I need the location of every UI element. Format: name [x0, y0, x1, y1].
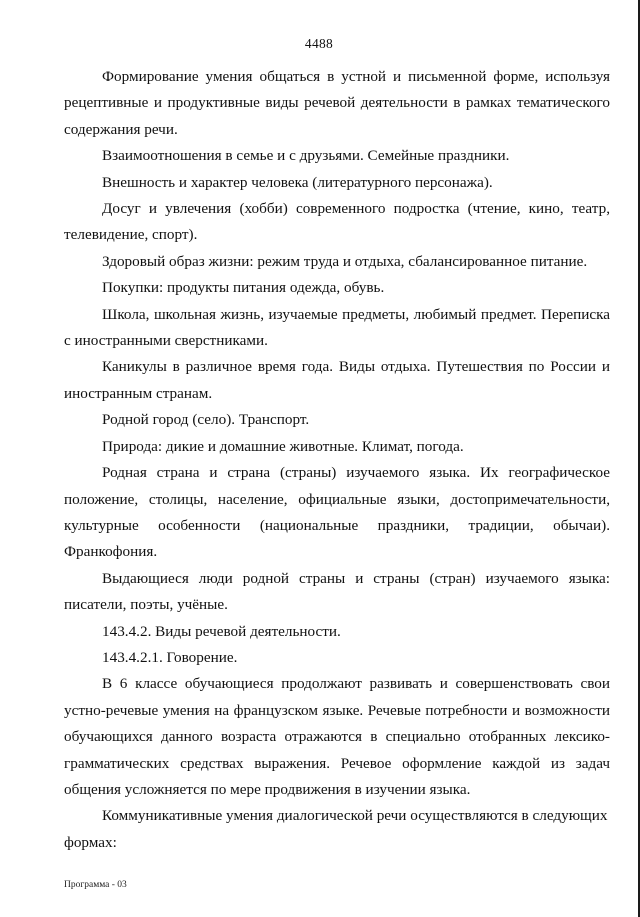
paragraph-nature: Природа: дикие и домашние животные. Климат, погода. [102, 437, 464, 455]
page-footer: Программа - 03 [64, 880, 127, 890]
paragraph-appearance-character: Внешность и характер человека (литературного персонажа). [102, 173, 493, 191]
paragraph-healthy-lifestyle: Здоровый образ жизни: режим труда и отдыха, сбалансированное питание. [102, 252, 588, 270]
section-heading-speaking: 143.4.2.1. Говорение. [102, 648, 238, 666]
paragraph-family-relations: Взаимоотношения в семье и с друзьями. Семейные праздники. [102, 147, 510, 165]
paragraph-holidays: Каникулы в различное время года. Виды отдыха. Путешествия по России и иностранным странам. [64, 358, 610, 402]
paragraph-school: Школа, школьная жизнь, изучаемые предметы, любимый предмет. Переписка с иностранными сверстниками. [64, 305, 610, 350]
paragraph-native-country: Родная страна и страна (страны) изучаемого языка. Их географическое положение, столицы, население, официальные языки, достопримечательности, культурные особенности (национальные праздники, традиции, обычаи). Франкофония. [64, 464, 610, 561]
paragraph-grade-6-speaking: В 6 классе обучающиеся продолжают развивать и совершенствовать свои устно-речевые умения на французском языке. Речевые потребности и возможности обучающихся данного возраста отражаются в специально отобранных лексико-грамматических средствах выражения. Речевое оформление каждой из задач общения усложняется по мере продвижения в изучении языка. [64, 675, 610, 798]
page-number: 4488 [304, 36, 334, 51]
paragraph-leisure-hobbies: Досуг и увлечения (хобби) современного подростка (чтение, кино, театр, телевидение, спорт). [64, 200, 610, 244]
paragraph-dialogue-forms: Коммуникативные умения диалогической речи осуществляются в следующих формах: [64, 807, 608, 851]
paragraph-communication-skills: Формирование умения общаться в устной и письменной форме, используя рецептивные и продуктивные виды речевой деятельности в рамках тематического содержания речи. [64, 68, 610, 138]
section-heading-speech-activity: 143.4.2. Виды речевой деятельности. [102, 622, 341, 640]
paragraph-shopping: Покупки: продукты питания одежда, обувь. [102, 279, 385, 297]
paragraph-outstanding-people: Выдающиеся люди родной страны и страны (стран) изучаемого языка: писатели, поэты, учёные. [64, 569, 610, 614]
document-body [64, 64, 610, 856]
paragraph-hometown: Родной город (село). Транспорт. [102, 411, 310, 429]
